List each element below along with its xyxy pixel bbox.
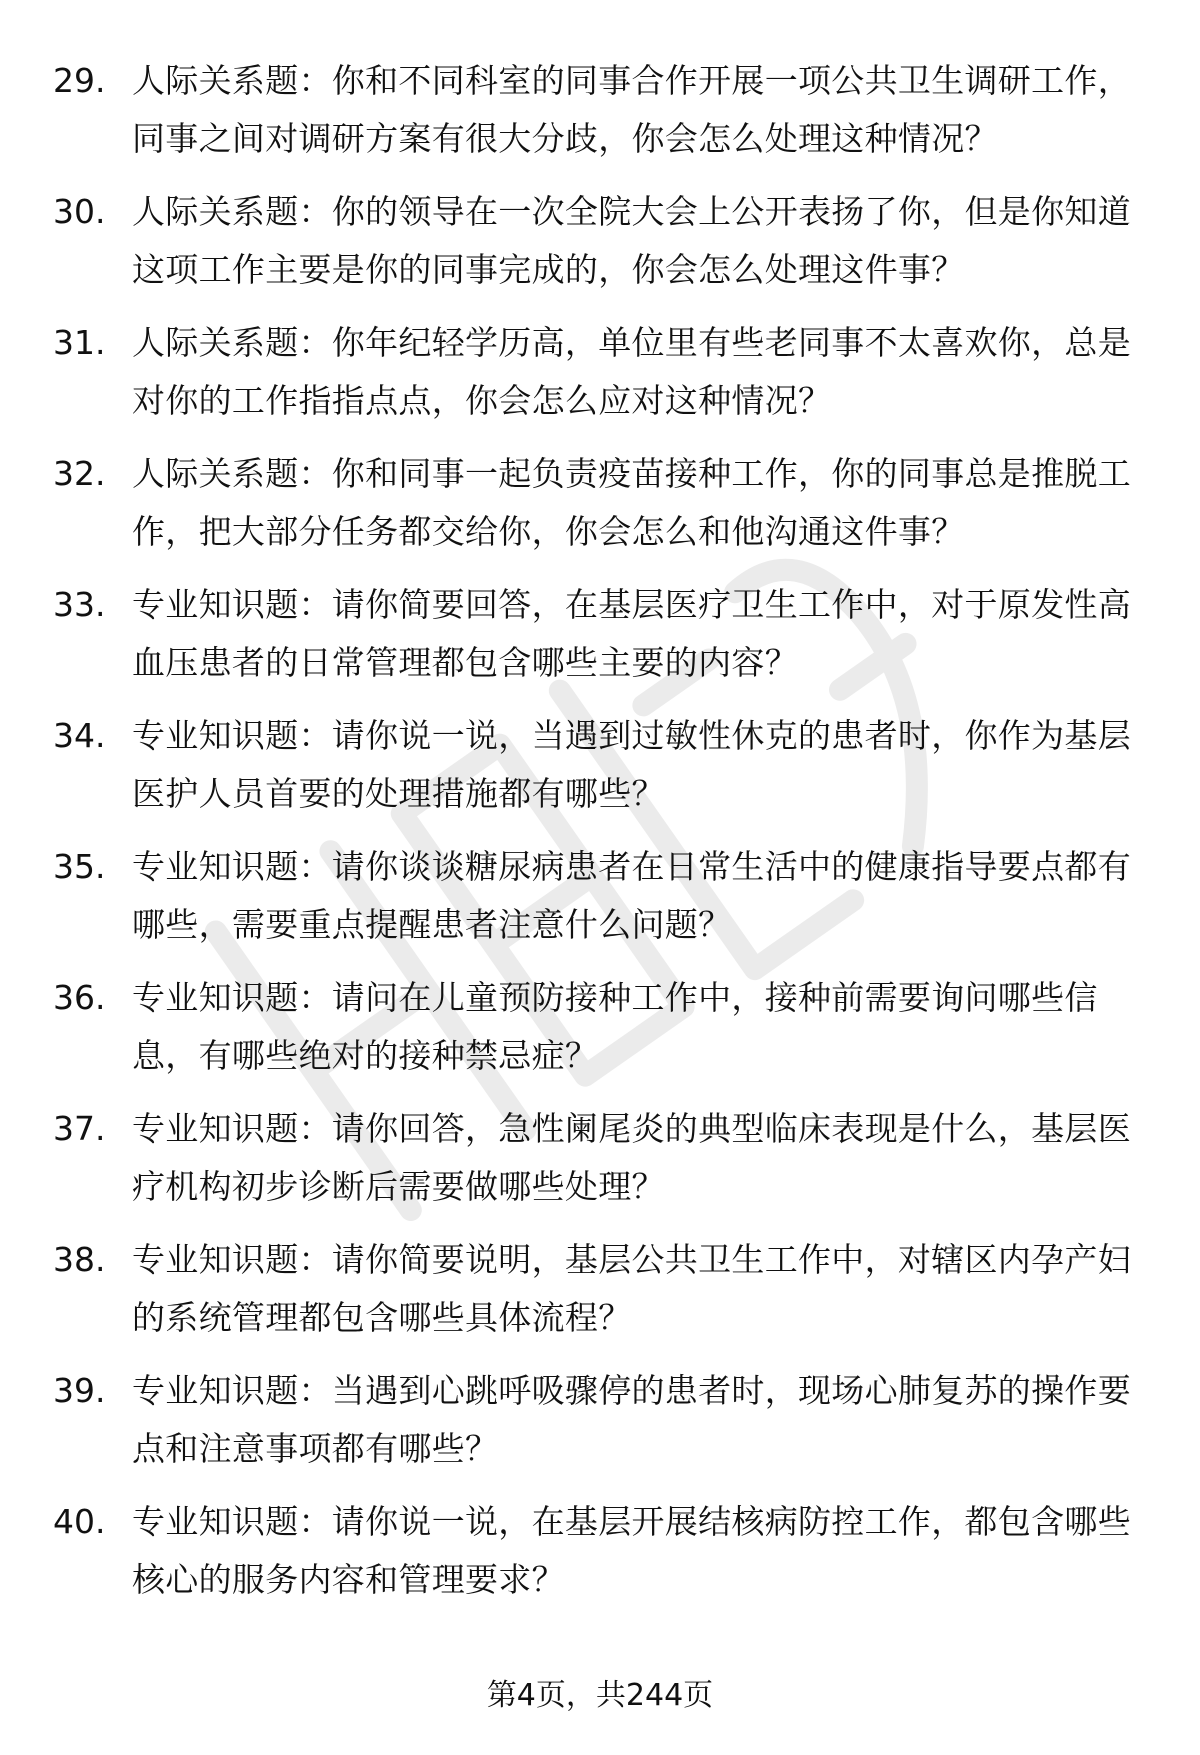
question-item [0,183,1200,314]
question-text: 人际关系题：你和同事一起负责疫苗接种工作，你的同事总是推脱工作，把大部分任务都交给你，你会怎么和他沟通这件事？ [132,454,1131,551]
question-item [0,1231,1200,1362]
question-number: 31. [53,323,106,362]
question-item [0,1362,1200,1493]
question-text: 专业知识题：请你说一说，在基层开展结核病防控工作，都包含哪些核心的服务内容和管理要求？ [132,1502,1131,1599]
question-text: 专业知识题：当遇到心跳呼吸骤停的患者时，现场心肺复苏的操作要点和注意事项都有哪些？ [132,1371,1131,1468]
question-text: 专业知识题：请你回答，急性阑尾炎的典型临床表现是什么，基层医疗机构初步诊断后需要做哪些处理？ [132,1109,1131,1206]
question-item [0,576,1200,707]
question-item [0,838,1200,969]
question-number: 37. [53,1109,106,1148]
question-number: 38. [53,1240,106,1279]
question-text: 人际关系题：你和不同科室的同事合作开展一项公共卫生调研工作，同事之间对调研方案有很大分歧，你会怎么处理这种情况？ [132,61,1131,158]
question-item [0,314,1200,445]
question-text: 人际关系题：你的领导在一次全院大会上公开表扬了你，但是你知道这项工作主要是你的同事完成的，你会怎么处理这件事？ [132,192,1131,289]
question-number: 32. [53,454,106,493]
question-number: 39. [53,1371,106,1410]
question-number: 40. [53,1502,106,1541]
question-number: 33. [53,585,106,624]
question-item [0,1493,1200,1624]
question-item [0,707,1200,838]
question-item [0,969,1200,1100]
question-item [0,1100,1200,1231]
question-number: 36. [53,978,106,1017]
question-list [0,52,1200,1624]
question-item [0,52,1200,183]
question-number: 30. [53,192,106,231]
question-number: 29. [53,61,106,100]
question-text: 人际关系题：你年纪轻学历高，单位里有些老同事不太喜欢你，总是对你的工作指指点点，你会怎么应对这种情况？ [132,323,1131,420]
page-footer: 第4页，共244页 [486,1678,714,1713]
question-text: 专业知识题：请你说一说，当遇到过敏性休克的患者时，你作为基层医护人员首要的处理措施都有哪些？ [132,716,1131,813]
question-item [0,445,1200,576]
question-number: 35. [53,847,106,886]
question-text: 专业知识题：请问在儿童预防接种工作中，接种前需要询问哪些信息，有哪些绝对的接种禁忌症？ [132,978,1098,1075]
question-number: 34. [53,716,106,755]
question-text: 专业知识题：请你简要回答，在基层医疗卫生工作中，对于原发性高血压患者的日常管理都包含哪些主要的内容？ [132,585,1131,682]
question-text: 专业知识题：请你谈谈糖尿病患者在日常生活中的健康指导要点都有哪些，需要重点提醒患者注意什么问题？ [132,847,1131,944]
question-text: 专业知识题：请你简要说明，基层公共卫生工作中，对辖区内孕产妇的系统管理都包含哪些具体流程？ [132,1240,1131,1337]
